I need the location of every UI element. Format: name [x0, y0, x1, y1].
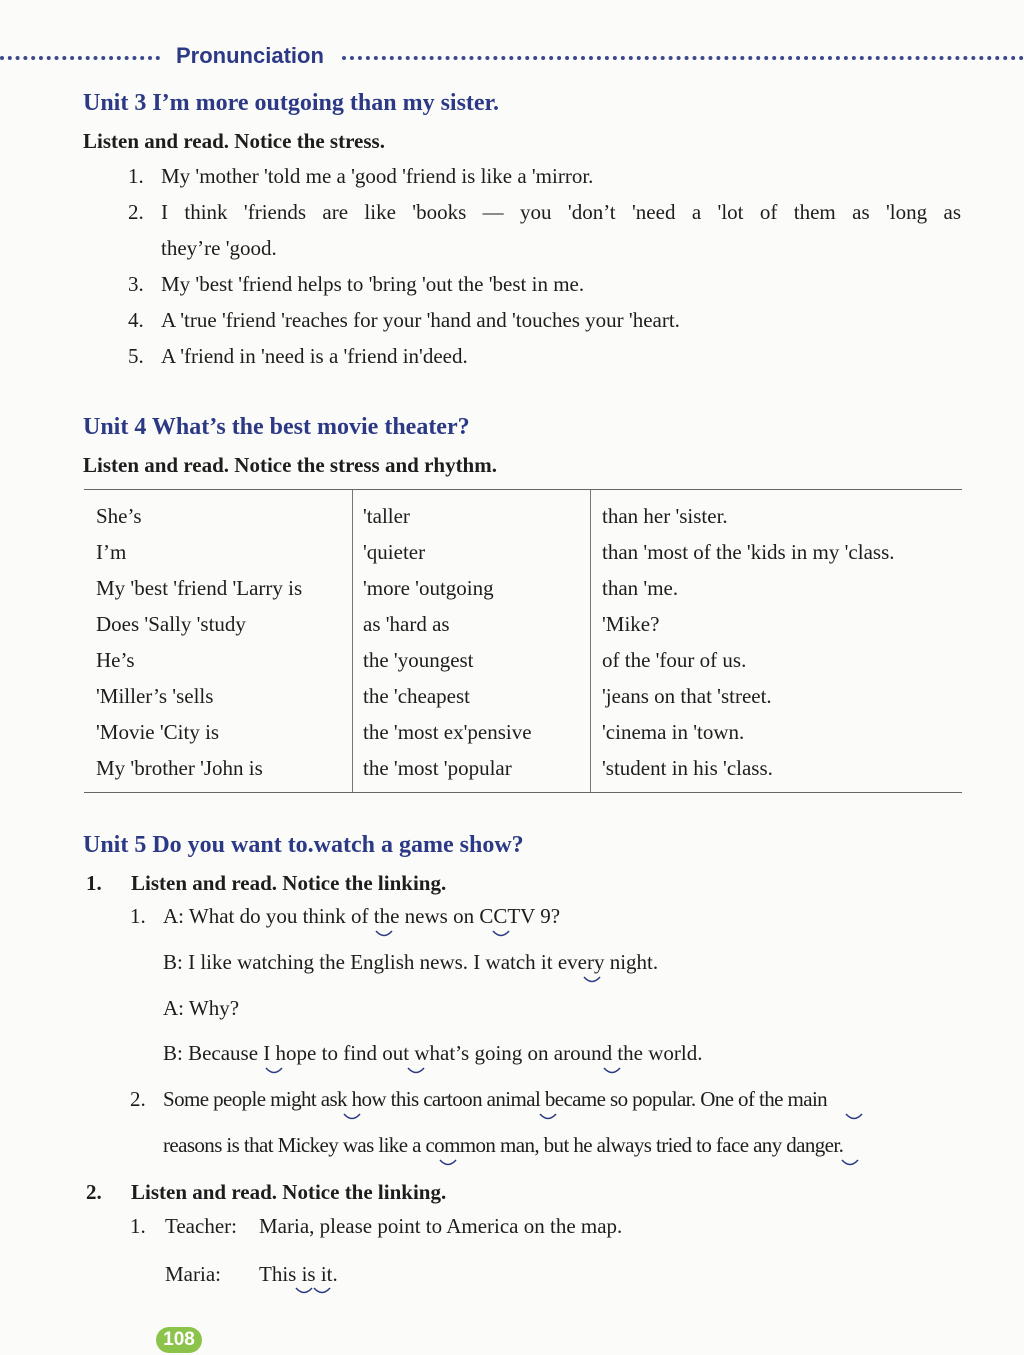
list-item-text: A 'true 'friend 'reaches for your 'hand and 'touches your 'heart. — [161, 308, 680, 332]
dialog-line: A: Why? — [163, 996, 240, 1020]
table-cell: 'Miller’s 'sells — [96, 684, 214, 708]
list-item-text: I think 'friends are like 'books — you 'don’t 'need a 'lot of them as 'long as — [161, 200, 961, 224]
table-cell: She’s — [96, 504, 142, 528]
unit3-instruction: Listen and read. Notice the stress. — [83, 129, 385, 153]
dialog-line: A: What do you think of the news on CCTV 9? — [163, 904, 561, 928]
section-title: Pronunciation — [176, 43, 324, 68]
list-item-text: My 'best 'friend helps to 'bring 'out the 'best in me. — [161, 272, 585, 296]
dialog-line: B: Because I hope to find out what’s going on around the world. — [163, 1041, 703, 1065]
page-number-badge: 108 — [156, 1327, 202, 1353]
table-cell: than 'most of the 'kids in my 'class. — [602, 540, 895, 564]
link-mark — [540, 1114, 556, 1119]
table-cell: He’s — [96, 648, 135, 672]
link-mark — [266, 1068, 282, 1073]
list-item-number: 4. — [128, 308, 144, 332]
part2-item1-number: 1. — [130, 1214, 146, 1238]
link-mark — [846, 1114, 862, 1119]
part1-item2-number: 2. — [130, 1087, 146, 1111]
list-item-number: 3. — [128, 272, 144, 296]
table-cell: 'quieter — [363, 540, 426, 564]
table-cell: My 'best 'friend 'Larry is — [96, 576, 303, 600]
table-cell: than 'me. — [602, 576, 679, 600]
table-cell: 'more 'outgoing — [363, 576, 494, 600]
dialog-line: Maria, please point to America on the map. — [259, 1214, 623, 1238]
table-cell: 'cinema in 'town. — [602, 720, 745, 744]
table-cell: as 'hard as — [363, 612, 450, 636]
part1-item1-number: 1. — [130, 904, 146, 928]
list-item-number: 1. — [128, 164, 144, 188]
link-mark — [296, 1288, 312, 1293]
table-cell: I’m — [96, 540, 127, 564]
passage-line: Some people might ask how this cartoon animal became so popular. One of the main — [163, 1087, 828, 1111]
table-cell: than her 'sister. — [602, 504, 728, 528]
table-cell: 'taller — [363, 504, 410, 528]
table-cell: the 'youngest — [363, 648, 474, 672]
link-mark — [604, 1068, 620, 1073]
list-item-text: A 'friend in 'need is a 'friend in'deed. — [161, 344, 468, 368]
list-item-text: My 'mother 'told me a 'good 'friend is like a 'mirror. — [161, 164, 594, 188]
table-cell: the 'most ex'pensive — [363, 720, 532, 744]
unit3-title: Unit 3 I’m more outgoing than my sister. — [83, 90, 500, 116]
link-mark — [314, 1288, 330, 1293]
list-item-text-continued: they’re 'good. — [161, 236, 277, 260]
link-mark — [344, 1114, 360, 1119]
unit5-title: Unit 5 Do you want to.watch a game show? — [83, 832, 524, 858]
dialog-line: This is it. — [259, 1262, 338, 1286]
table-cell: 'student in his 'class. — [602, 756, 773, 780]
part2-instruction: Listen and read. Notice the linking. — [131, 1180, 447, 1204]
link-mark — [842, 1160, 858, 1165]
unit4-instruction: Listen and read. Notice the stress and rhythm. — [83, 453, 497, 477]
table-cell: 'Movie 'City is — [96, 720, 220, 744]
table-cell: the 'cheapest — [363, 684, 470, 708]
list-item-number: 2. — [128, 200, 144, 224]
table-cell: Does 'Sally 'study — [96, 612, 246, 636]
link-mark — [584, 977, 600, 982]
speaker-label: Maria: — [165, 1262, 221, 1286]
part2-number: 2. — [86, 1180, 102, 1204]
passage-line: reasons is that Mickey was like a common man, but he always tried to face any danger. — [163, 1133, 844, 1157]
table-cell: 'Mike? — [602, 612, 660, 636]
speaker-label: Teacher: — [165, 1214, 237, 1238]
part1-instruction: Listen and read. Notice the linking. — [131, 871, 447, 895]
table-cell: of the 'four of us. — [602, 648, 747, 672]
table-cell: My 'brother 'John is — [96, 756, 263, 780]
link-mark — [408, 1068, 424, 1073]
link-mark — [493, 931, 509, 936]
link-mark — [440, 1160, 456, 1165]
dialog-line: B: I like watching the English news. I watch it every night. — [163, 950, 659, 974]
unit4-title: Unit 4 What’s the best movie theater? — [83, 414, 470, 440]
table-cell: the 'most 'popular — [363, 756, 512, 780]
link-mark — [376, 931, 392, 936]
list-item-number: 5. — [128, 344, 144, 368]
part1-number: 1. — [86, 871, 102, 895]
table-cell: 'jeans on that 'street. — [602, 684, 772, 708]
